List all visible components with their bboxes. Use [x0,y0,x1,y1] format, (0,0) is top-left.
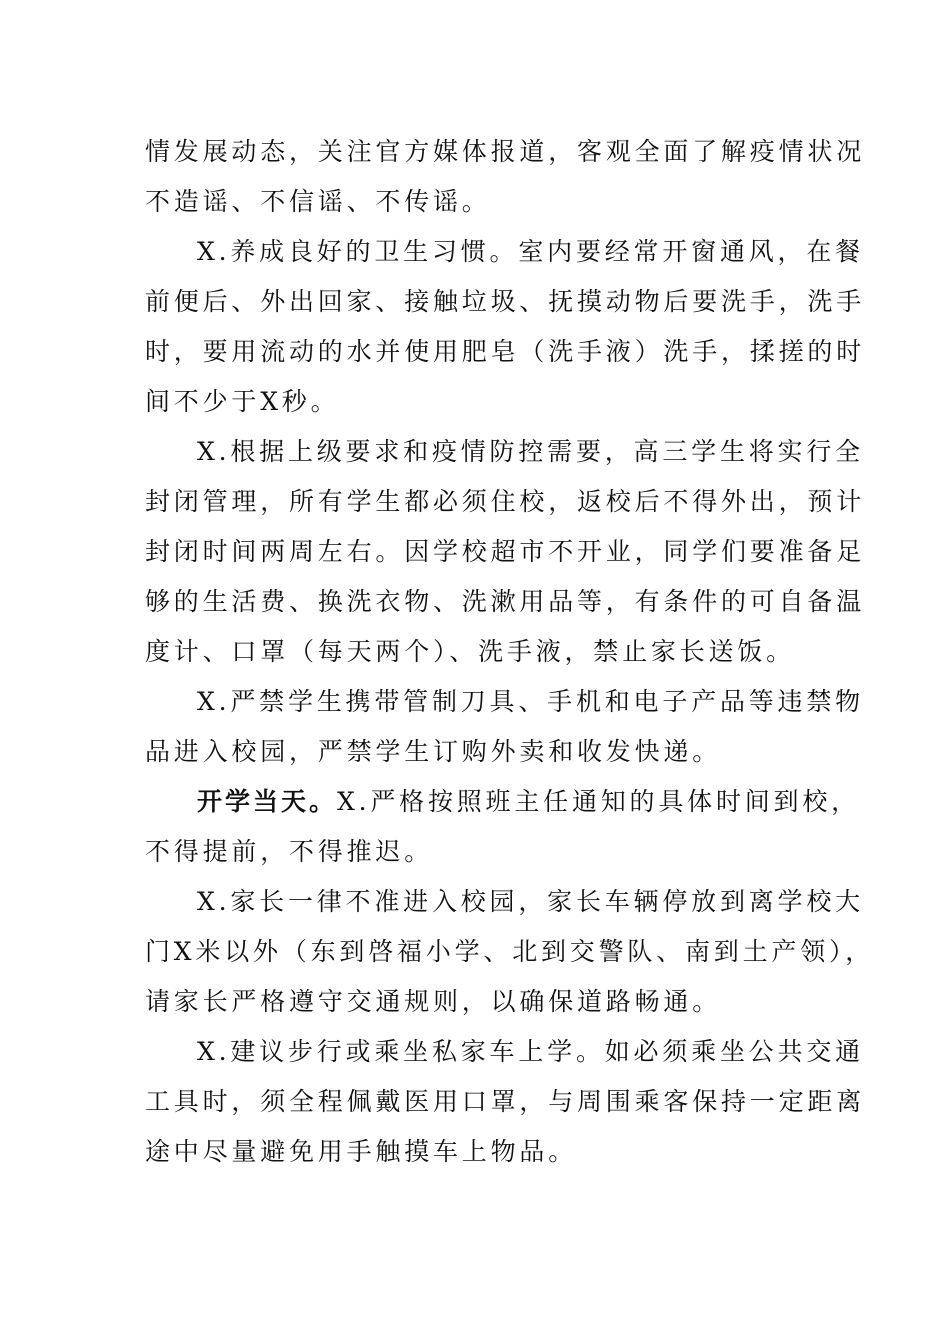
text-line: 封闭时间两周左右。因学校超市不开业，同学们要准备足 [145,537,866,566]
text-line [197,782,860,822]
text-line: 品进入校园，严禁学生订购外卖和收发快递。 [145,737,722,766]
text-line-rest: X.严格按照班主任通知的具体时间到校， [337,787,860,816]
text-line: 封闭管理，所有学生都必须住校，返校后不得外出，预计 [145,487,866,516]
text-line: 够的生活费、换洗衣物、洗漱用品等，有条件的可自备温 [145,587,866,616]
text-line: 工具时，须全程佩戴医用口罩，与周围乘客保持一定距离 [145,1087,866,1116]
text-line: 间不少于X秒。 [145,387,340,416]
text-line: 度计、口罩（每天两个）、洗手液，禁止家长送饭。 [145,637,795,666]
text-line: 情发展动态，关注官方媒体报道，客观全面了解疫情状况 [145,137,866,166]
section-heading: 开学当天。 [197,787,338,816]
text-line: 不造谣、不信谣、不传谣。 [145,187,491,216]
text-line: X.建议步行或乘坐私家车上学。如必须乘坐公共交通 [197,1037,864,1066]
text-line: 不得提前，不得推迟。 [145,837,434,866]
text-line: X.家长一律不准进入校园，家长车辆停放到离学校大 [197,887,864,916]
text-line: 请家长严格遵守交通规则，以确保道路畅通。 [145,987,722,1016]
text-line: 前便后、外出回家、接触垃圾、抚摸动物后要洗手，洗手 [145,287,866,316]
text-line: X.根据上级要求和疫情防控需要，高三学生将实行全 [197,437,864,466]
text-line: 门X米以外（东到啓福小学、北到交警队、南到土产领）， [145,937,875,966]
text-line: 途中尽量避免用手触摸车上物品。 [145,1137,578,1166]
text-line: X.养成良好的卫生习惯。室内要经常开窗通风，在餐 [197,237,864,266]
text-line: X.严禁学生携带管制刀具、手机和电子产品等违禁物 [197,687,864,716]
text-line: 时，要用流动的水并使用肥皂（洗手液）洗手，揉搓的时 [145,337,866,366]
